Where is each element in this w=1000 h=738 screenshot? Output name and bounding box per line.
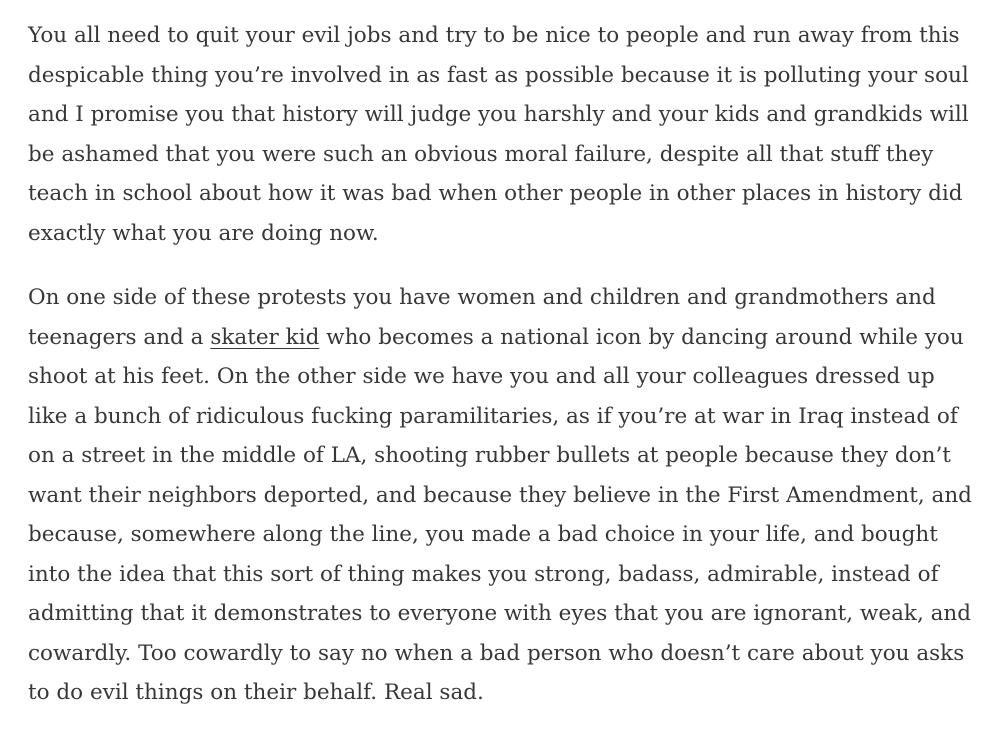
paragraph-2-text-before-link: On one side of these protests you have women and children and grandmothers and teenagers and a bbox=[28, 285, 936, 350]
article-body bbox=[28, 16, 973, 738]
paragraph-2-text-after-link: who becomes a national icon by dancing around while you shoot at his feet. On the other side we have you and all your colleagues dressed up like a bunch of ridiculous fucking paramilitaries, as if you’re at war in Iraq instead of on a street in the middle of LA, shooting rubber bullets at people because they don’t want their neighbors deported, and because they believe in the First Amendment, and because, somewhere along the line, you made a bad choice in your life, and bought into the idea that this sort of thing makes you strong, badass, admirable, instead of admitting that it demonstrates to everyone with eyes that you are ignorant, weak, and cowardly. Too cowardly to say no when a bad person who doesn’t care about you asks to do evil things on their behalf. Real sad. bbox=[28, 324, 972, 705]
paragraph-2 bbox=[28, 278, 973, 713]
skater-kid-link[interactable]: skater kid bbox=[210, 324, 320, 350]
paragraph-1: You all need to quit your evil jobs and try to be nice to people and run away from this despicable thing you’re involved in as fast as possible because it is polluting your soul and I promise you that history will judge you harshly and your kids and grandkids will be ashamed that you were such an obvious moral failure, despite all that stuff they teach in school about how it was bad when other people in other places in history did exactly what you are doing now. bbox=[28, 23, 969, 246]
